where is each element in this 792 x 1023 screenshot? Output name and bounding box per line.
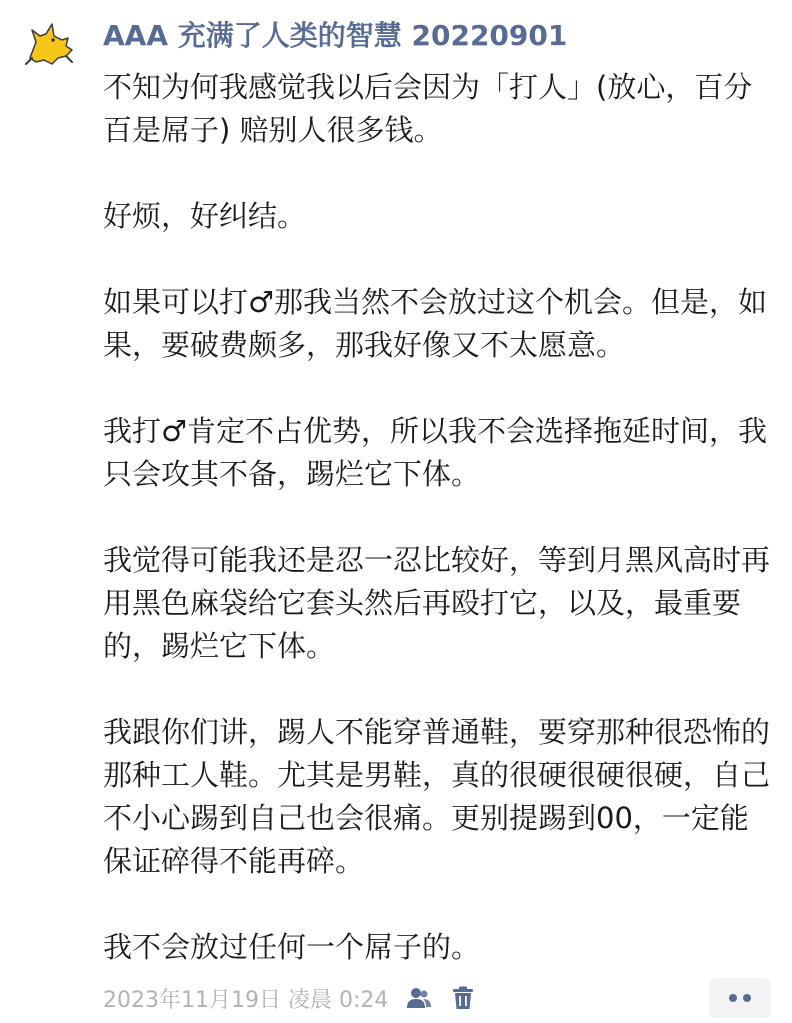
author-name[interactable]: AAA 充满了人类的智慧 20220901 [103,19,568,52]
dot [729,994,737,1002]
post-paragraph: 如果可以打♂那我当然不会放过这个机会。但是，如果，要破费颇多，那我好像又不太愿意。 [103,285,767,362]
more-dots-icon[interactable] [709,978,771,1018]
avatar[interactable] [22,16,78,72]
post-paragraph: 我觉得可能我还是忍一忍比较好，等到月黑风高时再用黑色麻袋给它套头然后再殴打它，以及，最重要的，踢烂它下体。 [103,543,771,663]
post-timestamp: 2023年11月19日 凌晨 0:24 [103,987,389,1013]
post-content [103,66,773,969]
cat-icon [22,16,78,72]
post-meta [103,978,476,1018]
post-paragraph: 我打♂肯定不占优势，所以我不会选择拖延时间，我只会攻其不备，踢烂它下体。 [103,414,767,491]
post-paragraph: 好烦，好纠结。 [103,199,307,233]
people-icon[interactable] [406,985,432,1011]
dot [743,994,751,1002]
post-paragraph: 我跟你们讲，踢人不能穿普通鞋，要穿那种很恐怖的那种工人鞋。尤其是男鞋，真的很硬很硬很硬，自己不小心踢到自己也会很痛。更别提踢到00，一定能保证碎得不能再碎。 [103,715,771,878]
post-paragraph: 不知为何我感觉我以后会因为「打人」(放心，百分百是屌子) 赔别人很多钱。 [103,70,753,147]
post-paragraph: 我不会放过任何一个屌子的。 [103,930,481,964]
trash-icon[interactable] [450,985,476,1011]
